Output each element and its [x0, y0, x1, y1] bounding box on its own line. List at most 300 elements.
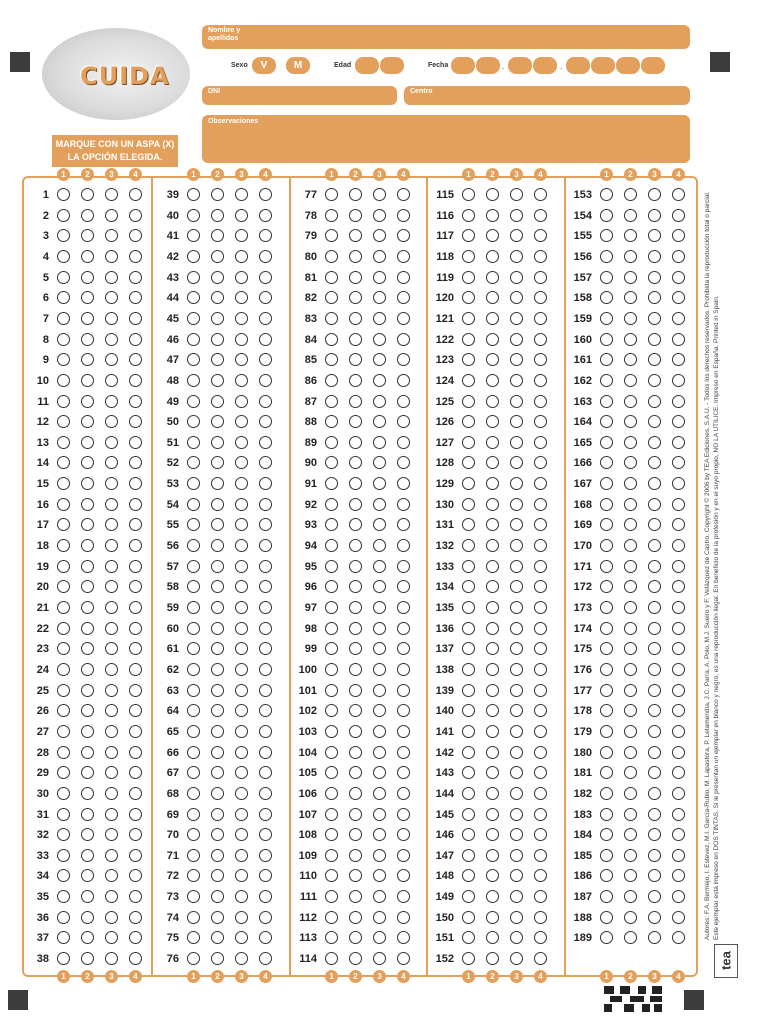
answer-bubble-4[interactable]: [534, 746, 547, 759]
answer-bubble-2[interactable]: [349, 869, 362, 882]
answer-bubble-4[interactable]: [534, 188, 547, 201]
answer-bubble-1[interactable]: [57, 188, 70, 201]
answer-bubble-2[interactable]: [211, 869, 224, 882]
answer-bubble-4[interactable]: [672, 808, 685, 821]
answer-bubble-4[interactable]: [672, 415, 685, 428]
answer-bubble-4[interactable]: [259, 601, 272, 614]
answer-bubble-1[interactable]: [187, 271, 200, 284]
answer-bubble-2[interactable]: [624, 312, 637, 325]
answer-bubble-1[interactable]: [600, 704, 613, 717]
answer-bubble-4[interactable]: [672, 353, 685, 366]
answer-bubble-4[interactable]: [129, 436, 142, 449]
answer-bubble-1[interactable]: [462, 271, 475, 284]
answer-bubble-1[interactable]: [600, 849, 613, 862]
answer-bubble-4[interactable]: [534, 415, 547, 428]
answer-bubble-4[interactable]: [672, 684, 685, 697]
answer-bubble-3[interactable]: [510, 291, 523, 304]
answer-bubble-1[interactable]: [187, 333, 200, 346]
answer-bubble-3[interactable]: [373, 374, 386, 387]
answer-bubble-4[interactable]: [129, 725, 142, 738]
answer-bubble-1[interactable]: [462, 746, 475, 759]
answer-bubble-4[interactable]: [397, 539, 410, 552]
answer-bubble-2[interactable]: [211, 395, 224, 408]
answer-bubble-3[interactable]: [373, 580, 386, 593]
answer-bubble-1[interactable]: [462, 250, 475, 263]
answer-bubble-2[interactable]: [486, 911, 499, 924]
answer-bubble-3[interactable]: [510, 911, 523, 924]
answer-bubble-4[interactable]: [259, 188, 272, 201]
answer-bubble-2[interactable]: [486, 229, 499, 242]
answer-bubble-2[interactable]: [211, 828, 224, 841]
answer-bubble-1[interactable]: [57, 663, 70, 676]
answer-bubble-1[interactable]: [187, 415, 200, 428]
answer-bubble-4[interactable]: [397, 704, 410, 717]
answer-bubble-1[interactable]: [462, 518, 475, 531]
answer-bubble-2[interactable]: [349, 229, 362, 242]
answer-bubble-4[interactable]: [129, 952, 142, 965]
answer-bubble-1[interactable]: [462, 890, 475, 903]
answer-bubble-4[interactable]: [672, 188, 685, 201]
answer-bubble-2[interactable]: [486, 828, 499, 841]
answer-bubble-4[interactable]: [534, 952, 547, 965]
answer-bubble-1[interactable]: [325, 333, 338, 346]
answer-bubble-3[interactable]: [648, 560, 661, 573]
answer-bubble-2[interactable]: [81, 684, 94, 697]
answer-bubble-3[interactable]: [648, 684, 661, 697]
answer-bubble-2[interactable]: [624, 766, 637, 779]
answer-bubble-3[interactable]: [105, 601, 118, 614]
answer-bubble-4[interactable]: [259, 498, 272, 511]
answer-bubble-1[interactable]: [187, 911, 200, 924]
answer-bubble-4[interactable]: [259, 725, 272, 738]
fecha-day-2[interactable]: [476, 57, 500, 74]
answer-bubble-1[interactable]: [325, 808, 338, 821]
answer-bubble-1[interactable]: [187, 642, 200, 655]
answer-bubble-1[interactable]: [600, 291, 613, 304]
answer-bubble-3[interactable]: [235, 436, 248, 449]
answer-bubble-2[interactable]: [211, 622, 224, 635]
answer-bubble-4[interactable]: [397, 766, 410, 779]
answer-bubble-1[interactable]: [325, 395, 338, 408]
answer-bubble-2[interactable]: [349, 271, 362, 284]
answer-bubble-2[interactable]: [486, 456, 499, 469]
answer-bubble-1[interactable]: [57, 931, 70, 944]
answer-bubble-3[interactable]: [105, 663, 118, 676]
answer-bubble-3[interactable]: [510, 209, 523, 222]
answer-bubble-1[interactable]: [187, 291, 200, 304]
answer-bubble-2[interactable]: [349, 188, 362, 201]
answer-bubble-4[interactable]: [672, 766, 685, 779]
answer-bubble-1[interactable]: [325, 456, 338, 469]
answer-bubble-1[interactable]: [600, 725, 613, 738]
answer-bubble-4[interactable]: [129, 622, 142, 635]
answer-bubble-4[interactable]: [397, 601, 410, 614]
answer-bubble-2[interactable]: [211, 684, 224, 697]
answer-bubble-4[interactable]: [397, 849, 410, 862]
answer-bubble-2[interactable]: [349, 333, 362, 346]
answer-bubble-3[interactable]: [235, 828, 248, 841]
answer-bubble-2[interactable]: [624, 746, 637, 759]
answer-bubble-1[interactable]: [462, 869, 475, 882]
answer-bubble-4[interactable]: [129, 828, 142, 841]
answer-bubble-1[interactable]: [462, 828, 475, 841]
answer-bubble-4[interactable]: [534, 911, 547, 924]
answer-bubble-1[interactable]: [462, 622, 475, 635]
answer-bubble-4[interactable]: [259, 374, 272, 387]
answer-bubble-3[interactable]: [373, 663, 386, 676]
answer-bubble-4[interactable]: [259, 622, 272, 635]
answer-bubble-2[interactable]: [486, 188, 499, 201]
answer-bubble-4[interactable]: [672, 560, 685, 573]
answer-bubble-4[interactable]: [397, 456, 410, 469]
answer-bubble-1[interactable]: [325, 849, 338, 862]
answer-bubble-4[interactable]: [534, 684, 547, 697]
answer-bubble-3[interactable]: [105, 869, 118, 882]
answer-bubble-2[interactable]: [624, 622, 637, 635]
answer-bubble-3[interactable]: [373, 642, 386, 655]
answer-bubble-3[interactable]: [373, 353, 386, 366]
answer-bubble-4[interactable]: [259, 952, 272, 965]
answer-bubble-3[interactable]: [105, 642, 118, 655]
answer-bubble-4[interactable]: [397, 828, 410, 841]
answer-bubble-1[interactable]: [600, 890, 613, 903]
answer-bubble-3[interactable]: [235, 333, 248, 346]
answer-bubble-4[interactable]: [259, 291, 272, 304]
answer-bubble-4[interactable]: [397, 291, 410, 304]
answer-bubble-1[interactable]: [187, 704, 200, 717]
answer-bubble-3[interactable]: [510, 849, 523, 862]
answer-bubble-2[interactable]: [211, 911, 224, 924]
answer-bubble-4[interactable]: [259, 849, 272, 862]
answer-bubble-4[interactable]: [672, 580, 685, 593]
answer-bubble-3[interactable]: [105, 518, 118, 531]
answer-bubble-1[interactable]: [462, 580, 475, 593]
answer-bubble-1[interactable]: [187, 477, 200, 490]
answer-bubble-1[interactable]: [187, 209, 200, 222]
answer-bubble-2[interactable]: [211, 642, 224, 655]
answer-bubble-2[interactable]: [349, 684, 362, 697]
answer-bubble-4[interactable]: [259, 642, 272, 655]
answer-bubble-1[interactable]: [57, 250, 70, 263]
answer-bubble-1[interactable]: [325, 704, 338, 717]
fecha-month-1[interactable]: [508, 57, 532, 74]
answer-bubble-3[interactable]: [648, 188, 661, 201]
answer-bubble-3[interactable]: [510, 952, 523, 965]
answer-bubble-3[interactable]: [105, 436, 118, 449]
answer-bubble-1[interactable]: [325, 477, 338, 490]
answer-bubble-3[interactable]: [373, 622, 386, 635]
answer-bubble-4[interactable]: [259, 271, 272, 284]
answer-bubble-4[interactable]: [397, 395, 410, 408]
answer-bubble-4[interactable]: [672, 312, 685, 325]
answer-bubble-3[interactable]: [510, 766, 523, 779]
answer-bubble-1[interactable]: [57, 808, 70, 821]
answer-bubble-2[interactable]: [211, 766, 224, 779]
name-field[interactable]: [202, 25, 690, 49]
answer-bubble-3[interactable]: [648, 725, 661, 738]
answer-bubble-3[interactable]: [510, 642, 523, 655]
answer-bubble-3[interactable]: [648, 291, 661, 304]
answer-bubble-1[interactable]: [600, 766, 613, 779]
answer-bubble-4[interactable]: [397, 188, 410, 201]
answer-bubble-4[interactable]: [534, 704, 547, 717]
answer-bubble-4[interactable]: [397, 808, 410, 821]
answer-bubble-2[interactable]: [81, 828, 94, 841]
answer-bubble-1[interactable]: [187, 931, 200, 944]
answer-bubble-3[interactable]: [648, 518, 661, 531]
answer-bubble-3[interactable]: [235, 250, 248, 263]
answer-bubble-3[interactable]: [648, 395, 661, 408]
answer-bubble-3[interactable]: [648, 869, 661, 882]
answer-bubble-3[interactable]: [648, 312, 661, 325]
answer-bubble-4[interactable]: [259, 580, 272, 593]
answer-bubble-2[interactable]: [486, 808, 499, 821]
answer-bubble-3[interactable]: [235, 931, 248, 944]
answer-bubble-3[interactable]: [105, 849, 118, 862]
answer-bubble-4[interactable]: [397, 560, 410, 573]
answer-bubble-2[interactable]: [81, 291, 94, 304]
answer-bubble-1[interactable]: [600, 869, 613, 882]
answer-bubble-3[interactable]: [373, 601, 386, 614]
answer-bubble-3[interactable]: [648, 931, 661, 944]
answer-bubble-2[interactable]: [486, 787, 499, 800]
answer-bubble-1[interactable]: [325, 828, 338, 841]
answer-bubble-4[interactable]: [534, 808, 547, 821]
answer-bubble-2[interactable]: [81, 188, 94, 201]
answer-bubble-3[interactable]: [648, 911, 661, 924]
answer-bubble-4[interactable]: [397, 684, 410, 697]
answer-bubble-4[interactable]: [259, 395, 272, 408]
answer-bubble-1[interactable]: [57, 560, 70, 573]
answer-bubble-2[interactable]: [349, 415, 362, 428]
answer-bubble-2[interactable]: [211, 725, 224, 738]
answer-bubble-2[interactable]: [624, 539, 637, 552]
answer-bubble-3[interactable]: [373, 808, 386, 821]
answer-bubble-4[interactable]: [129, 704, 142, 717]
answer-bubble-2[interactable]: [486, 684, 499, 697]
answer-bubble-1[interactable]: [325, 209, 338, 222]
answer-bubble-2[interactable]: [624, 849, 637, 862]
answer-bubble-3[interactable]: [373, 518, 386, 531]
answer-bubble-2[interactable]: [486, 560, 499, 573]
answer-bubble-1[interactable]: [462, 560, 475, 573]
answer-bubble-4[interactable]: [397, 477, 410, 490]
answer-bubble-1[interactable]: [57, 725, 70, 738]
answer-bubble-2[interactable]: [349, 808, 362, 821]
answer-bubble-2[interactable]: [624, 828, 637, 841]
answer-bubble-4[interactable]: [534, 209, 547, 222]
answer-bubble-4[interactable]: [397, 415, 410, 428]
answer-bubble-1[interactable]: [462, 704, 475, 717]
answer-bubble-4[interactable]: [129, 766, 142, 779]
answer-bubble-2[interactable]: [624, 787, 637, 800]
answer-bubble-1[interactable]: [57, 436, 70, 449]
answer-bubble-4[interactable]: [534, 849, 547, 862]
answer-bubble-4[interactable]: [397, 312, 410, 325]
answer-bubble-1[interactable]: [462, 229, 475, 242]
answer-bubble-1[interactable]: [462, 456, 475, 469]
answer-bubble-4[interactable]: [129, 560, 142, 573]
answer-bubble-1[interactable]: [462, 601, 475, 614]
answer-bubble-2[interactable]: [81, 622, 94, 635]
answer-bubble-4[interactable]: [534, 601, 547, 614]
answer-bubble-3[interactable]: [510, 436, 523, 449]
answer-bubble-3[interactable]: [373, 787, 386, 800]
answer-bubble-2[interactable]: [349, 704, 362, 717]
answer-bubble-4[interactable]: [129, 684, 142, 697]
answer-bubble-1[interactable]: [187, 601, 200, 614]
answer-bubble-1[interactable]: [462, 333, 475, 346]
answer-bubble-1[interactable]: [57, 952, 70, 965]
answer-bubble-1[interactable]: [57, 642, 70, 655]
answer-bubble-4[interactable]: [259, 808, 272, 821]
answer-bubble-1[interactable]: [600, 931, 613, 944]
answer-bubble-4[interactable]: [129, 539, 142, 552]
answer-bubble-4[interactable]: [259, 436, 272, 449]
answer-bubble-3[interactable]: [648, 333, 661, 346]
answer-bubble-1[interactable]: [600, 229, 613, 242]
answer-bubble-2[interactable]: [349, 787, 362, 800]
answer-bubble-1[interactable]: [325, 684, 338, 697]
answer-bubble-4[interactable]: [397, 787, 410, 800]
answer-bubble-3[interactable]: [510, 353, 523, 366]
answer-bubble-1[interactable]: [187, 518, 200, 531]
fecha-day-1[interactable]: [451, 57, 475, 74]
answer-bubble-4[interactable]: [534, 498, 547, 511]
answer-bubble-1[interactable]: [462, 188, 475, 201]
answer-bubble-3[interactable]: [105, 312, 118, 325]
answer-bubble-2[interactable]: [211, 518, 224, 531]
answer-bubble-1[interactable]: [325, 931, 338, 944]
answer-bubble-3[interactable]: [235, 188, 248, 201]
answer-bubble-3[interactable]: [235, 849, 248, 862]
answer-bubble-2[interactable]: [211, 353, 224, 366]
answer-bubble-4[interactable]: [672, 869, 685, 882]
answer-bubble-1[interactable]: [325, 188, 338, 201]
answer-bubble-4[interactable]: [259, 539, 272, 552]
answer-bubble-1[interactable]: [600, 746, 613, 759]
answer-bubble-4[interactable]: [129, 456, 142, 469]
answer-bubble-4[interactable]: [672, 704, 685, 717]
answer-bubble-2[interactable]: [486, 539, 499, 552]
answer-bubble-3[interactable]: [235, 684, 248, 697]
answer-bubble-4[interactable]: [672, 890, 685, 903]
answer-bubble-1[interactable]: [600, 374, 613, 387]
answer-bubble-3[interactable]: [510, 395, 523, 408]
answer-bubble-4[interactable]: [534, 869, 547, 882]
answer-bubble-2[interactable]: [81, 229, 94, 242]
answer-bubble-4[interactable]: [129, 188, 142, 201]
answer-bubble-4[interactable]: [672, 456, 685, 469]
centro-field[interactable]: [404, 86, 690, 105]
answer-bubble-2[interactable]: [486, 518, 499, 531]
answer-bubble-4[interactable]: [534, 436, 547, 449]
answer-bubble-2[interactable]: [81, 498, 94, 511]
answer-bubble-2[interactable]: [81, 312, 94, 325]
answer-bubble-2[interactable]: [349, 890, 362, 903]
answer-bubble-1[interactable]: [187, 560, 200, 573]
answer-bubble-1[interactable]: [187, 498, 200, 511]
answer-bubble-1[interactable]: [187, 250, 200, 263]
answer-bubble-2[interactable]: [211, 663, 224, 676]
answer-bubble-3[interactable]: [105, 746, 118, 759]
answer-bubble-4[interactable]: [534, 456, 547, 469]
answer-bubble-4[interactable]: [534, 931, 547, 944]
answer-bubble-1[interactable]: [187, 374, 200, 387]
answer-bubble-3[interactable]: [510, 828, 523, 841]
answer-bubble-4[interactable]: [672, 250, 685, 263]
answer-bubble-2[interactable]: [486, 663, 499, 676]
answer-bubble-2[interactable]: [211, 333, 224, 346]
answer-bubble-3[interactable]: [105, 684, 118, 697]
answer-bubble-1[interactable]: [325, 374, 338, 387]
answer-bubble-4[interactable]: [534, 663, 547, 676]
answer-bubble-1[interactable]: [600, 271, 613, 284]
answer-bubble-2[interactable]: [486, 704, 499, 717]
answer-bubble-2[interactable]: [211, 229, 224, 242]
answer-bubble-2[interactable]: [211, 271, 224, 284]
answer-bubble-2[interactable]: [349, 849, 362, 862]
answer-bubble-2[interactable]: [349, 952, 362, 965]
answer-bubble-4[interactable]: [129, 787, 142, 800]
answer-bubble-1[interactable]: [187, 436, 200, 449]
answer-bubble-4[interactable]: [534, 374, 547, 387]
answer-bubble-3[interactable]: [648, 353, 661, 366]
answer-bubble-3[interactable]: [648, 477, 661, 490]
answer-bubble-3[interactable]: [373, 931, 386, 944]
answer-bubble-2[interactable]: [211, 849, 224, 862]
answer-bubble-3[interactable]: [105, 787, 118, 800]
answer-bubble-3[interactable]: [510, 250, 523, 263]
answer-bubble-2[interactable]: [211, 601, 224, 614]
answer-bubble-3[interactable]: [235, 725, 248, 738]
answer-bubble-4[interactable]: [534, 395, 547, 408]
answer-bubble-4[interactable]: [534, 580, 547, 593]
answer-bubble-3[interactable]: [373, 560, 386, 573]
answer-bubble-1[interactable]: [325, 622, 338, 635]
answer-bubble-1[interactable]: [325, 250, 338, 263]
answer-bubble-3[interactable]: [105, 498, 118, 511]
answer-bubble-4[interactable]: [534, 312, 547, 325]
answer-bubble-3[interactable]: [235, 456, 248, 469]
answer-bubble-2[interactable]: [624, 725, 637, 738]
answer-bubble-1[interactable]: [57, 333, 70, 346]
answer-bubble-2[interactable]: [211, 250, 224, 263]
answer-bubble-4[interactable]: [397, 436, 410, 449]
answer-bubble-4[interactable]: [397, 642, 410, 655]
answer-bubble-1[interactable]: [462, 498, 475, 511]
answer-bubble-4[interactable]: [672, 209, 685, 222]
answer-bubble-2[interactable]: [211, 580, 224, 593]
answer-bubble-1[interactable]: [57, 456, 70, 469]
answer-bubble-4[interactable]: [129, 395, 142, 408]
answer-bubble-1[interactable]: [187, 787, 200, 800]
answer-bubble-3[interactable]: [235, 622, 248, 635]
answer-bubble-3[interactable]: [105, 374, 118, 387]
answer-bubble-4[interactable]: [534, 333, 547, 346]
answer-bubble-3[interactable]: [648, 456, 661, 469]
answer-bubble-2[interactable]: [349, 746, 362, 759]
answer-bubble-1[interactable]: [57, 601, 70, 614]
answer-bubble-4[interactable]: [534, 622, 547, 635]
answer-bubble-3[interactable]: [373, 911, 386, 924]
answer-bubble-1[interactable]: [187, 580, 200, 593]
answer-bubble-1[interactable]: [325, 518, 338, 531]
answer-bubble-4[interactable]: [129, 291, 142, 304]
answer-bubble-1[interactable]: [325, 787, 338, 800]
answer-bubble-4[interactable]: [397, 952, 410, 965]
answer-bubble-2[interactable]: [486, 333, 499, 346]
